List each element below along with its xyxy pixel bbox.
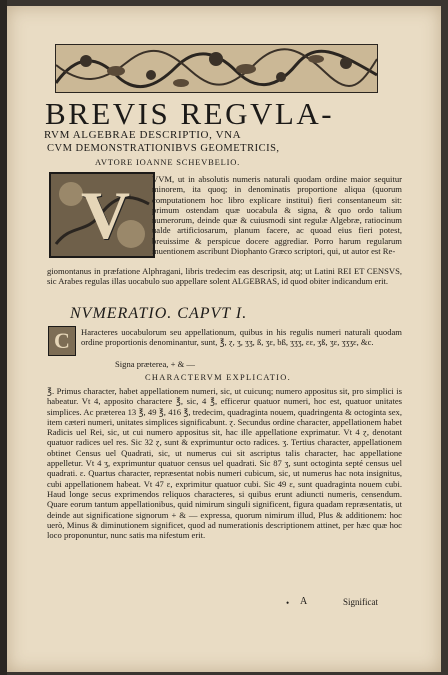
initial-letter: V	[81, 177, 131, 253]
signature-mark: A	[300, 596, 308, 607]
paragraph-intro: VVM, ut in absolutis numeris naturali quodam ordine maior sequitur minorem, ita quoq; in denominatis proportione aliqua (quorum computationem hoc libro explicare institui) fieri consentaneum sit: primum ostendam quæ uocabula & signa, & quo ordo talium numerorum, deinde quæ & cuiusmodi sint regulæ Algebræ, ratiocinum ualde artificiosarum, planum facere, ac quoad eius fieri potest, breuissime & perspicue docere aggrediar. Porro harum regularum inuentionem ascribunt Diophanto Græco scriptori, qui, ut autor est Re-	[152, 174, 402, 257]
author-line: AVTORE IOANNE SCHEVBELIO.	[95, 157, 241, 167]
signs-line: Signa præterea, + & —	[115, 359, 196, 369]
book-binding	[0, 0, 7, 675]
small-initial-letter: C	[54, 328, 70, 353]
title-line-2: RVM ALGEBRAE DESCRIPTIO, VNA	[44, 129, 242, 141]
signature-dot: •	[286, 598, 290, 608]
title-line-3: CVM DEMONSTRATIONIBVS GEOMETRICIS,	[47, 143, 280, 154]
section-subheading: CHARACTERVM EXPLICATIO.	[145, 373, 292, 382]
paragraph-intro-continued: giomontanus in præfatione Alphragani, libris tredecim eas descripsit, atq; ut Latini REI ET CENSVS, sic Arabes regulas illas uocabulo suo appellare solent ALGEBRAS, id quod obiter indicandum erit.	[47, 266, 402, 287]
paragraph-characters: Haracteres uocabulorum seu appellationum, quibus in his regulis numeri naturali quodam ordine proportionis denominantur, sunt, ℥, ɀ, ʒ, ʒʒ, ß, ʒɛ, bß, ʒʒʒ, ɛɛ, ʒß, ʒɛ, ʒʒʒɛ, &c.	[81, 327, 402, 348]
paragraph-explanation: ℥. Primus character, habet appellationem numeri, sic, ut cuicunq; numero appositus sit, pro simplici is habeatur. Vt 4, apposito charactere ℥, sic, 4 ℥, efficerur quatuor numeri, hoc est, quatuor unitates simplices. Ac præterea 13 ℥, 49 ℥, 416 ℥, tredecim, quadraginta nouem, quadringenta & octoginta sex, item cæteri numeri, unitates simplices significabunt. ɀ. Secundus ordine character, appellationem habet Radicis uel Rei, sic, ut cui numero appositus sit, hac ille appellatione exprimatur. Vt 4 ɀ, denotant quatuor radices uel res. Sic 32 ɀ, sunt & exprimuntur octo radices. ʒ. Tertius character, appellationem obtinet Census uel Quadrati, sic, ut numerus cui sit ascriptus talis character, hac appellatione appelletur. Vt 4 ʒ, exprimuntur quatuor census uel quadrati. Sic 87 ʒ, sunt octoginta septé census uel quadrati. ɛ. Quartus character, repræsentat nobis numeri cubicum, sic, ut numerus hac nota insignitus, cubi appellationem habeat. Vt 47 ɛ, exprimitur quatuor cubi. Sic 49 ɛ, sunt quadraginta nouem cubi. Haud longe secus exprimendos reliquos characteres, si quibus erunt adiuncti numeris, censendum. Quare eorum tantum appellationibus, quid nimirum singuli significent, figura quadam repræsentatis, ut deinde aut significatione signorum + & — expressa, quorum nimirum illud, Plus & additionem: hoc uerò, Minus & diminutionem significet, quod ad numerationis descriptionem attinet, per hæc quæ hoc loco proponuntur, nunc satis ma nifestum erit.	[47, 386, 402, 541]
catchword: Significat	[343, 597, 378, 607]
ornamental-frieze	[55, 44, 378, 93]
chapter-heading: NVMERATIO. CAPVT I.	[70, 305, 248, 322]
title-line-1: BREVIS REGVLA-	[45, 96, 335, 131]
